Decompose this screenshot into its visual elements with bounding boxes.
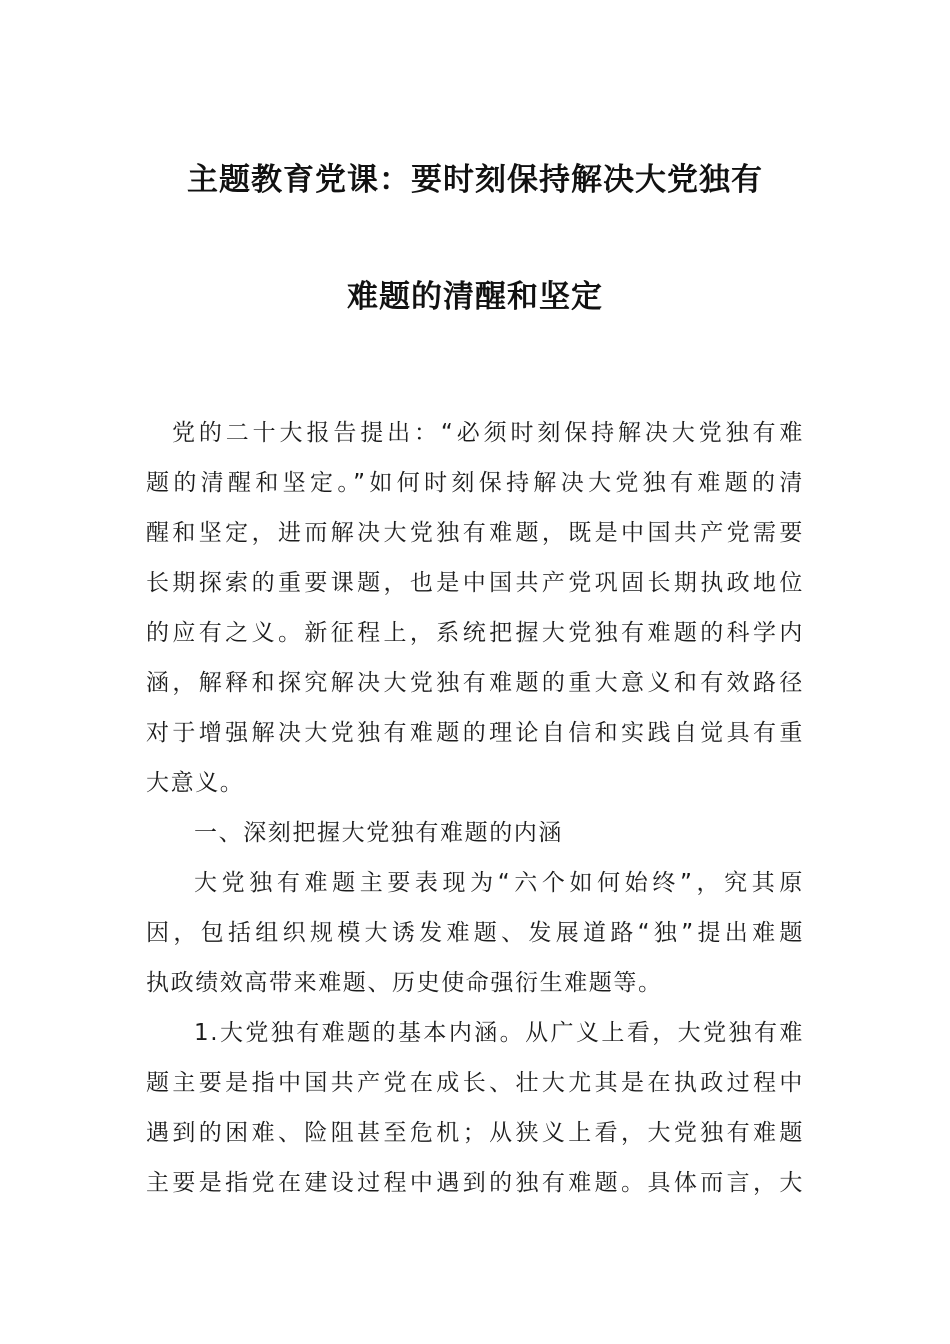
section-heading [146,808,804,858]
paragraph-summary [146,858,804,1008]
text-line: 大意义。 [146,770,245,796]
text-line: 执政绩效高带来难题、历史使命强衍生难题等。 [146,970,663,996]
text-line: 题的清醒和坚定。”如何时刻保持解决大党独有难题的清 [146,470,804,496]
paragraph-basic-meaning [146,1008,804,1208]
paragraph-intro [146,408,804,808]
text-line: 对于增强解决大党独有难题的理论自信和实践自觉具有重 [146,720,804,746]
text-line: 遇到的困难、险阻甚至危机；从狭义上看，大党独有难题 [146,1120,804,1146]
text-line: 醒和坚定，进而解决大党独有难题，既是中国共产党需要 [146,520,804,546]
section-heading-text: 一、深刻把握大党独有难题的内涵 [194,820,563,846]
document-body [146,408,804,1208]
document-title-line-1: 主题教育党课：要时刻保持解决大党独有 [187,162,763,198]
text-line: 大党独有难题主要表现为“六个如何始终”，究其原 [194,870,804,896]
text-line: 党的二十大报告提出：“必须时刻保持解决大党独有难 [172,420,804,446]
text-line: 涵，解释和探究解决大党独有难题的重大意义和有效路径 [146,670,804,696]
text-line: 1.大党独有难题的基本内涵。从广义上看，大党独有难 [194,1020,804,1046]
text-line: 的应有之义。新征程上，系统把握大党独有难题的科学内 [146,620,804,646]
text-line: 因，包括组织规模大诱发难题、发展道路“独”提出难题 [146,920,804,946]
text-line: 主要是指党在建设过程中遇到的独有难题。具体而言，大 [146,1170,804,1196]
text-line: 题主要是指中国共产党在成长、壮大尤其是在执政过程中 [146,1070,804,1096]
text-line: 长期探索的重要课题，也是中国共产党巩固长期执政地位 [146,570,804,596]
document-title-line-2: 难题的清醒和坚定 [347,279,603,315]
